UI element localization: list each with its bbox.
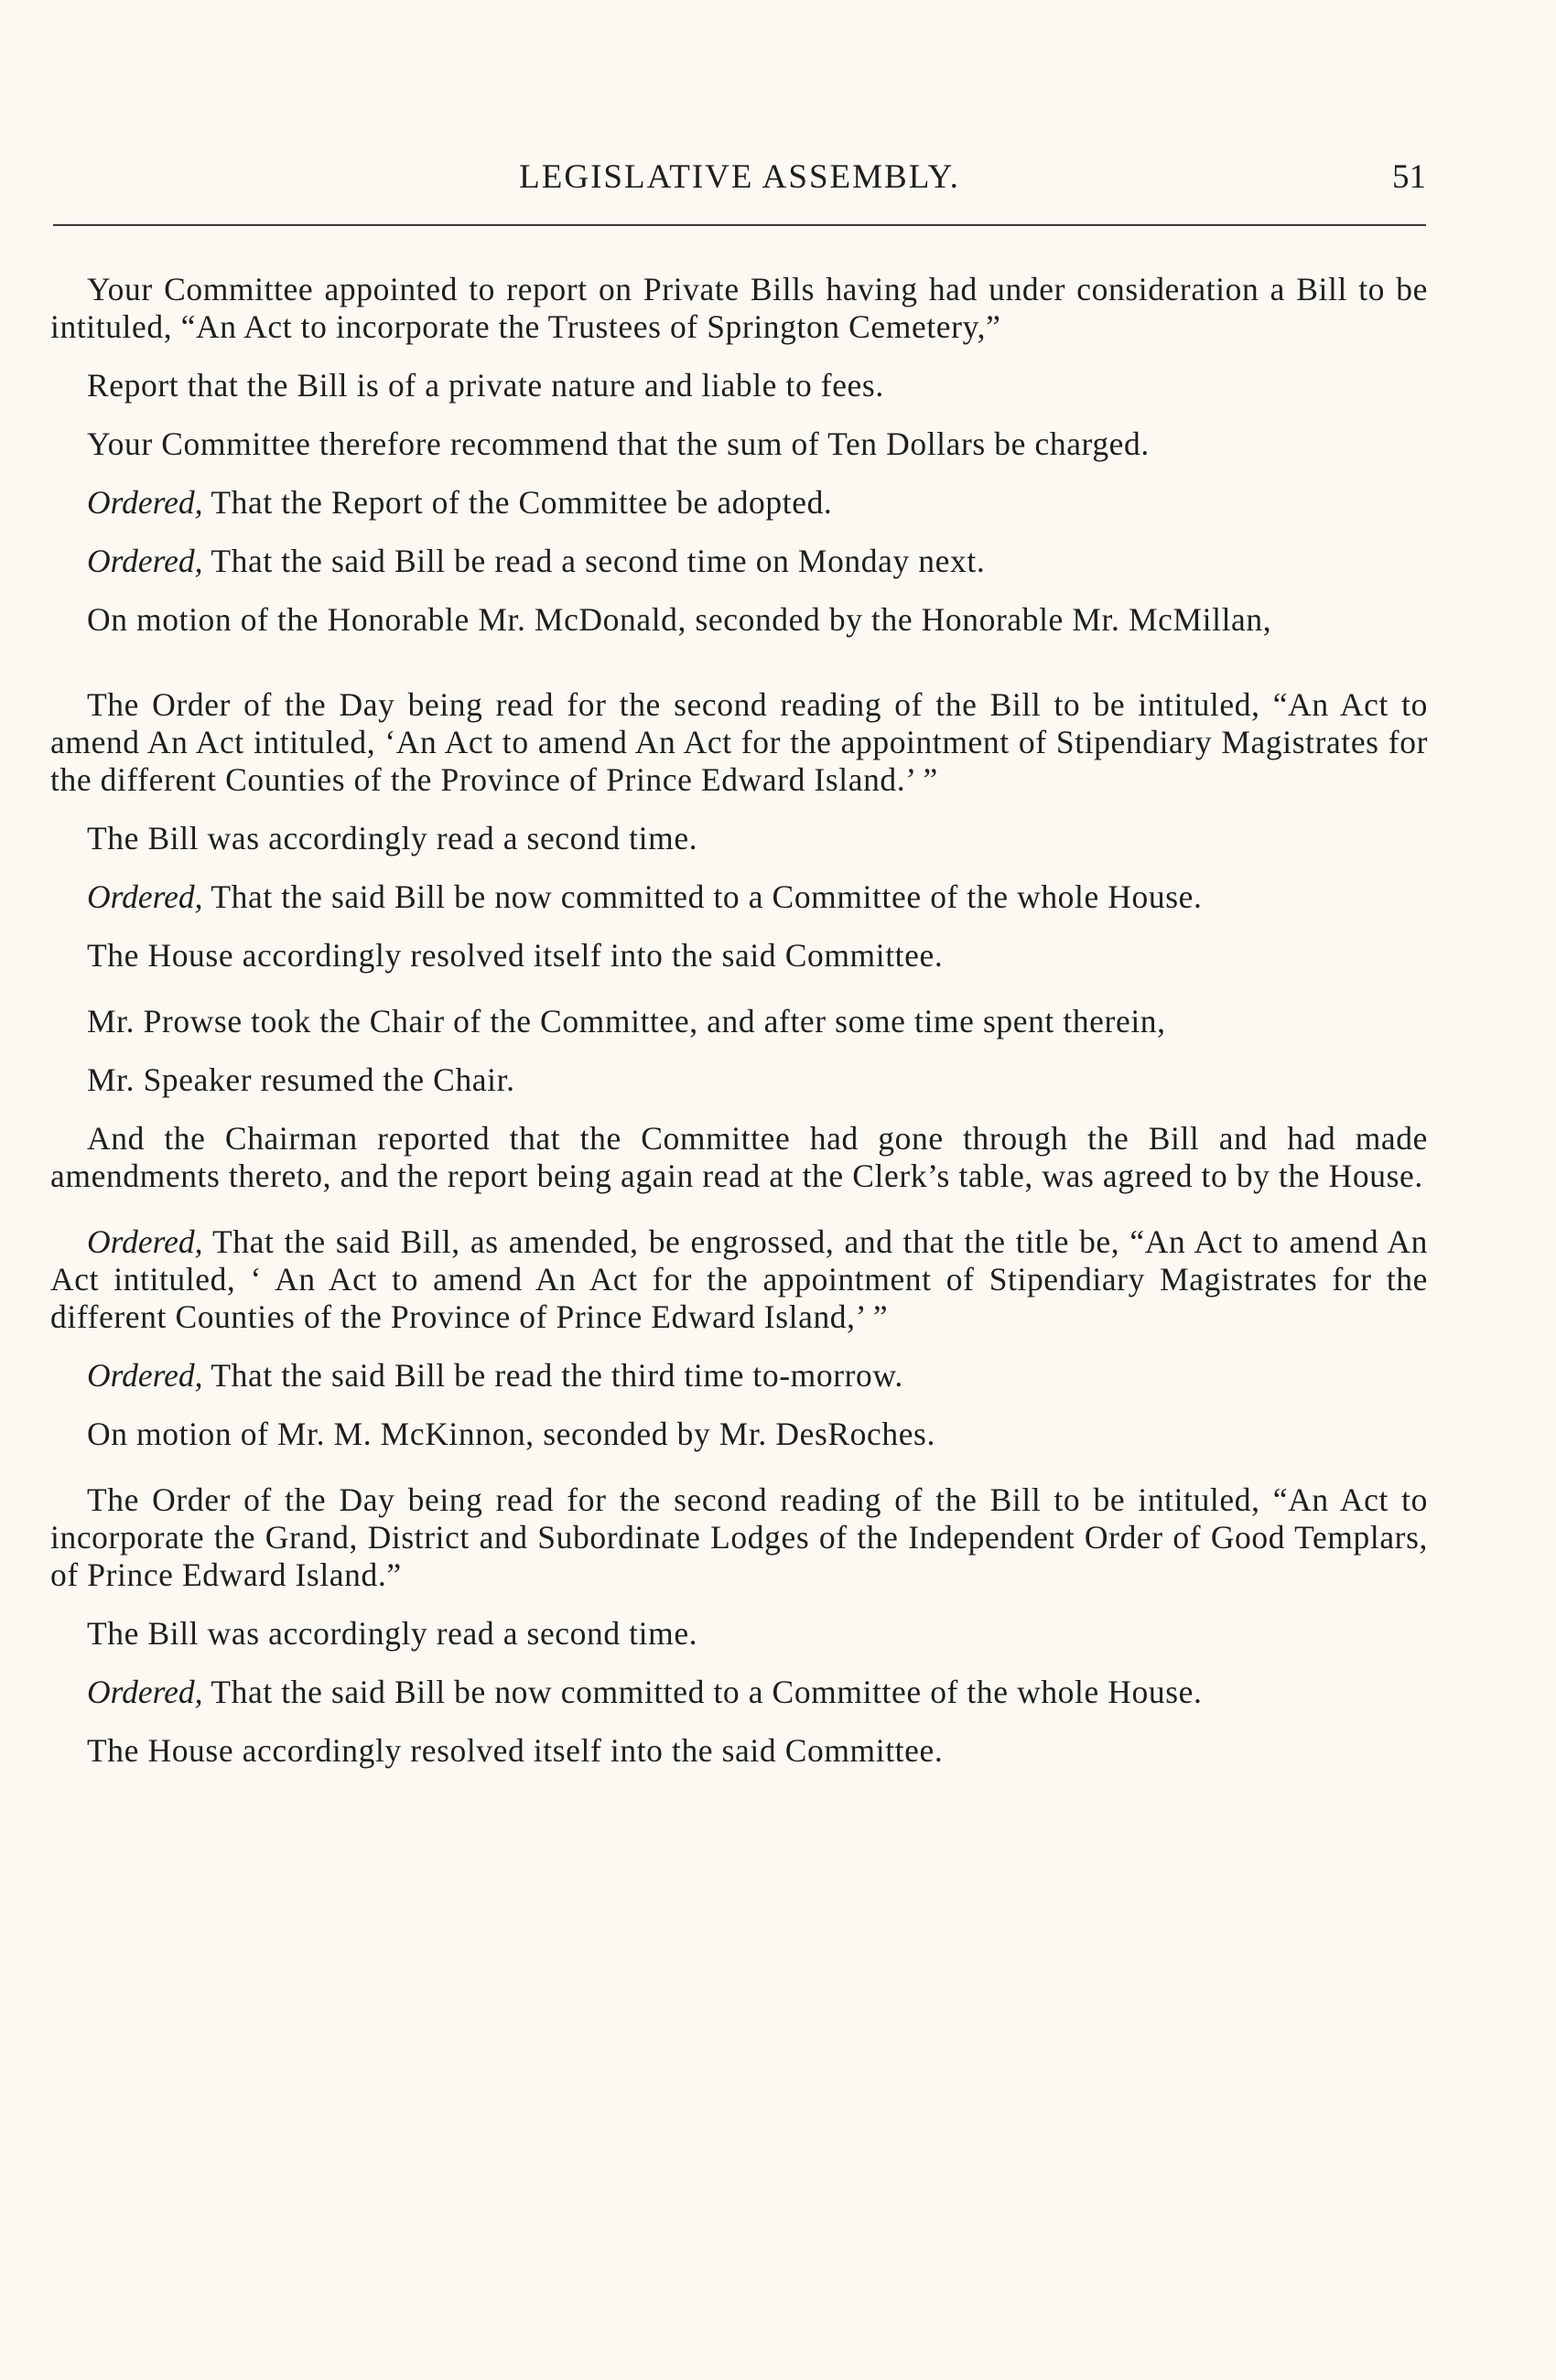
- chairman-report-paragraph: And the Chairman reported that the Committee had gone through the Bill and had made amendments thereto, and the report being again read at the Clerk’s table, was agreed to by the House.: [50, 1120, 1428, 1194]
- motion-paragraph: On motion of the Honorable Mr. McDonald, seconded by the Honorable Mr. McMillan,: [87, 601, 1272, 638]
- ordered-paragraph: Ordered, That the Report of the Committee be adopted.: [87, 484, 833, 521]
- second-reading-paragraph: The Bill was accordingly read a second time.: [87, 820, 698, 856]
- ordered-paragraph: Ordered, That the said Bill be read the third time to-morrow.: [87, 1357, 903, 1394]
- committee-report-paragraph: Your Committee appointed to report on Private Bills having had under consideration a Bill to be intituled, “An Act to incorporate the Trustees of Springton Cemetery,”: [50, 271, 1428, 345]
- committee-resolved-paragraph: The House accordingly resolved itself into the said Committee.: [87, 1732, 944, 1769]
- motion-paragraph: On motion of Mr. M. McKinnon, seconded by Mr. DesRoches.: [87, 1416, 935, 1452]
- ordered-label: Ordered,: [87, 878, 203, 915]
- speaker-resumed-paragraph: Mr. Speaker resumed the Chair.: [87, 1061, 515, 1098]
- header-rule: [53, 224, 1426, 226]
- committee-resolved-paragraph: The House accordingly resolved itself into the said Committee.: [87, 937, 944, 974]
- ordered-label: Ordered,: [87, 1357, 203, 1394]
- ordered-paragraph: Ordered, That the said Bill be now committed to a Committee of the whole House.: [87, 878, 1203, 915]
- report-finding-paragraph: Report that the Bill is of a private nature and liable to fees.: [87, 367, 884, 404]
- ordered-paragraph: Ordered, That the said Bill be now committed to a Committee of the whole House.: [87, 1674, 1203, 1710]
- ordered-label: Ordered,: [87, 484, 203, 521]
- chair-taken-paragraph: Mr. Prowse took the Chair of the Committee, and after some time spent therein,: [87, 1003, 1166, 1039]
- recommendation-paragraph: Your Committee therefore recommend that the sum of Ten Dollars be charged.: [87, 425, 1150, 462]
- order-of-day-paragraph: The Order of the Day being read for the second reading of the Bill to be intituled, “An Act to amend An Act intituled, ‘An Act to amend An Act for the appointment of Stipendiary Magistrates for the different Counties of the Province of Prince Edward Island.’ ”: [50, 686, 1428, 798]
- page-header: [53, 154, 1426, 205]
- ordered-paragraph: Ordered, That the said Bill be read a second time on Monday next.: [87, 543, 986, 579]
- ordered-paragraph: Ordered, That the said Bill, as amended, be engrossed, and that the title be, “An Act to amend An Act intituled, ‘ An Act to amend An Act for the appointment of Stipendiary Magistrates for the different Counties of the Province of Prince Edward Island,’ ”: [50, 1223, 1428, 1335]
- order-of-day-paragraph: The Order of the Day being read for the second reading of the Bill to be intituled, “An Act to incorporate the Grand, District and Subordinate Lodges of the Independent Order of Good Templars, of Prince Edward Island.”: [50, 1481, 1428, 1593]
- page-number: 51: [1392, 158, 1426, 196]
- journal-body: [50, 271, 1428, 1770]
- ordered-label: Ordered,: [87, 543, 203, 579]
- ordered-label: Ordered,: [87, 1674, 203, 1710]
- second-reading-paragraph: The Bill was accordingly read a second time.: [87, 1615, 698, 1652]
- ordered-label: Ordered,: [87, 1223, 203, 1260]
- running-title: LEGISLATIVE ASSEMBLY.: [519, 158, 960, 196]
